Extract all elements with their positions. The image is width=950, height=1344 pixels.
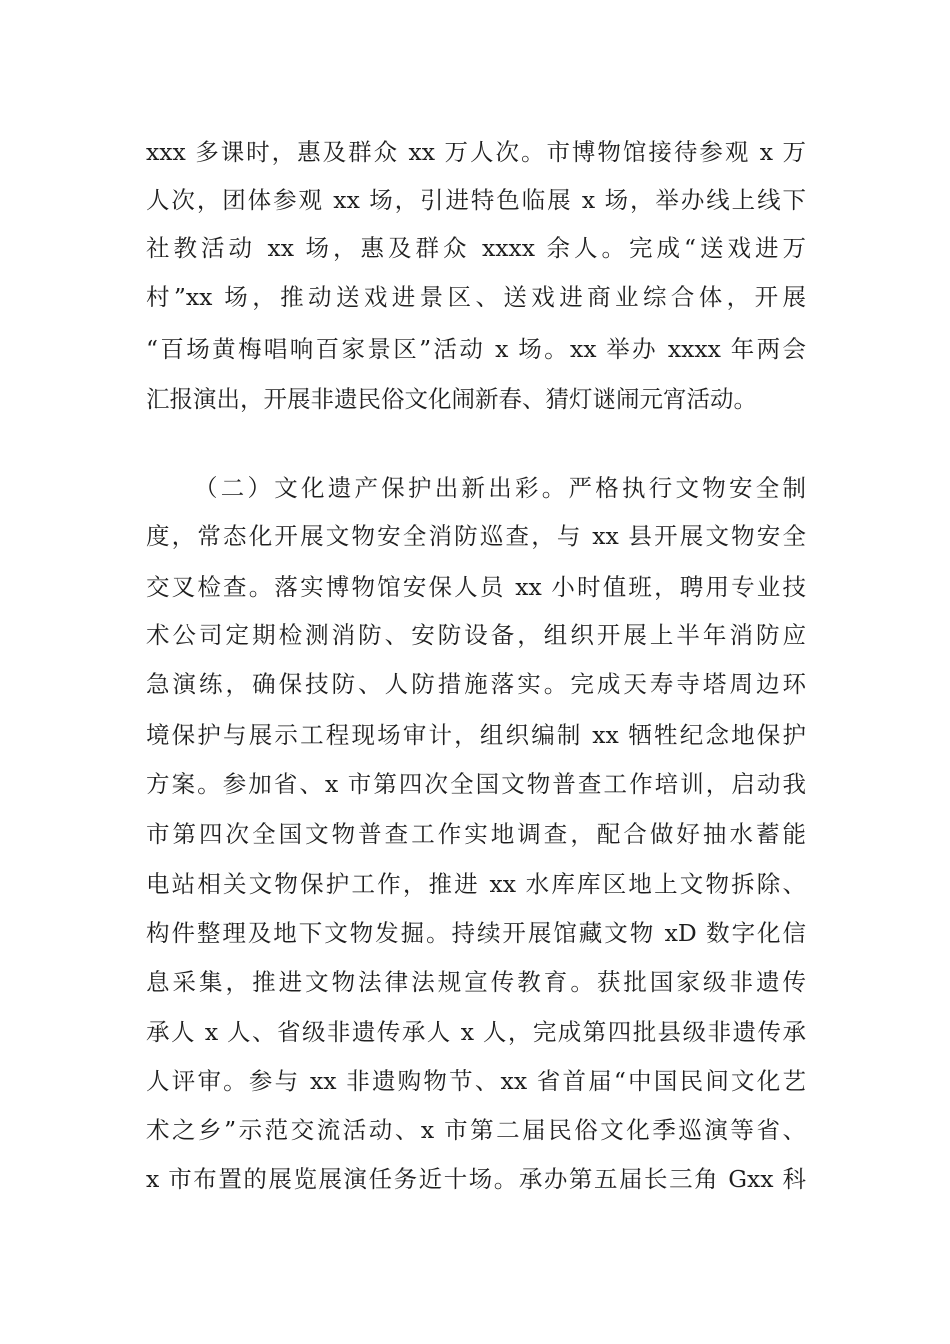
paragraph-2-line-3: 交叉检查。落实博物馆安保人员 xx 小时值班，聘用专业技 (146, 573, 806, 601)
paragraph-2-line-8: 市第四次全国文物普查工作实地调查，配合做好抽水蓄能 (146, 820, 806, 848)
paragraph-1-line-1: xxx 多课时，惠及群众 xx 万人次。市博物馆接待参观 x 万 (146, 138, 806, 166)
paragraph-2-line-2: 度，常态化开展文物安全消防巡查，与 xx 县开展文物安全 (146, 522, 806, 550)
paragraph-1-line-3: 社教活动 xx 场，惠及群众 xxxx 余人。完成“送戏进万 (146, 234, 806, 262)
paragraph-2-line-12: 承人 x 人、省级非遗传承人 x 人，完成第四批县级非遗传承 (146, 1018, 806, 1046)
paragraph-1-line-4: 村”xx 场，推动送戏进景区、送戏进商业综合体，开展 (146, 283, 806, 311)
paragraph-2-line-4: 术公司定期检测消防、安防设备，组织开展上半年消防应 (146, 621, 806, 649)
paragraph-2-line-15: x 市布置的展览展演任务近十场。承办第五届长三角 Gxx 科 (146, 1165, 806, 1193)
paragraph-1-line-6: 汇报演出，开展非遗民俗文化闹新春、猜灯谜闹元宵活动。 (146, 385, 757, 413)
paragraph-2-line-6: 境保护与展示工程现场审计，组织编制 xx 牺牲纪念地保护 (146, 721, 806, 749)
paragraph-2-line-11: 息采集，推进文物法律法规宣传教育。获批国家级非遗传 (146, 968, 806, 996)
paragraph-1-line-5: “百场黄梅唱响百家景区”活动 x 场。xx 举办 xxxx 年两会 (146, 335, 806, 363)
paragraph-2-line-14: 术之乡”示范交流活动、x 市第二届民俗文化季巡演等省、 (146, 1116, 806, 1144)
paragraph-2-line-1: （二）文化遗产保护出新出彩。严格执行文物安全制 (194, 474, 806, 502)
paragraph-2-line-5: 急演练，确保技防、人防措施落实。完成天寿寺塔周边环 (146, 670, 806, 698)
paragraph-2-line-9: 电站相关文物保护工作，推进 xx 水库库区地上文物拆除、 (146, 870, 806, 898)
paragraph-1-line-2: 人次，团体参观 xx 场，引进特色临展 x 场，举办线上线下 (146, 186, 806, 214)
paragraph-2-line-7: 方案。参加省、x 市第四次全国文物普查工作培训，启动我 (146, 770, 806, 798)
paragraph-2-line-13: 人评审。参与 xx 非遗购物节、xx 省首届“中国民间文化艺 (146, 1067, 806, 1095)
paragraph-2-line-10: 构件整理及地下文物发掘。持续开展馆藏文物 xD 数字化信 (146, 919, 806, 947)
